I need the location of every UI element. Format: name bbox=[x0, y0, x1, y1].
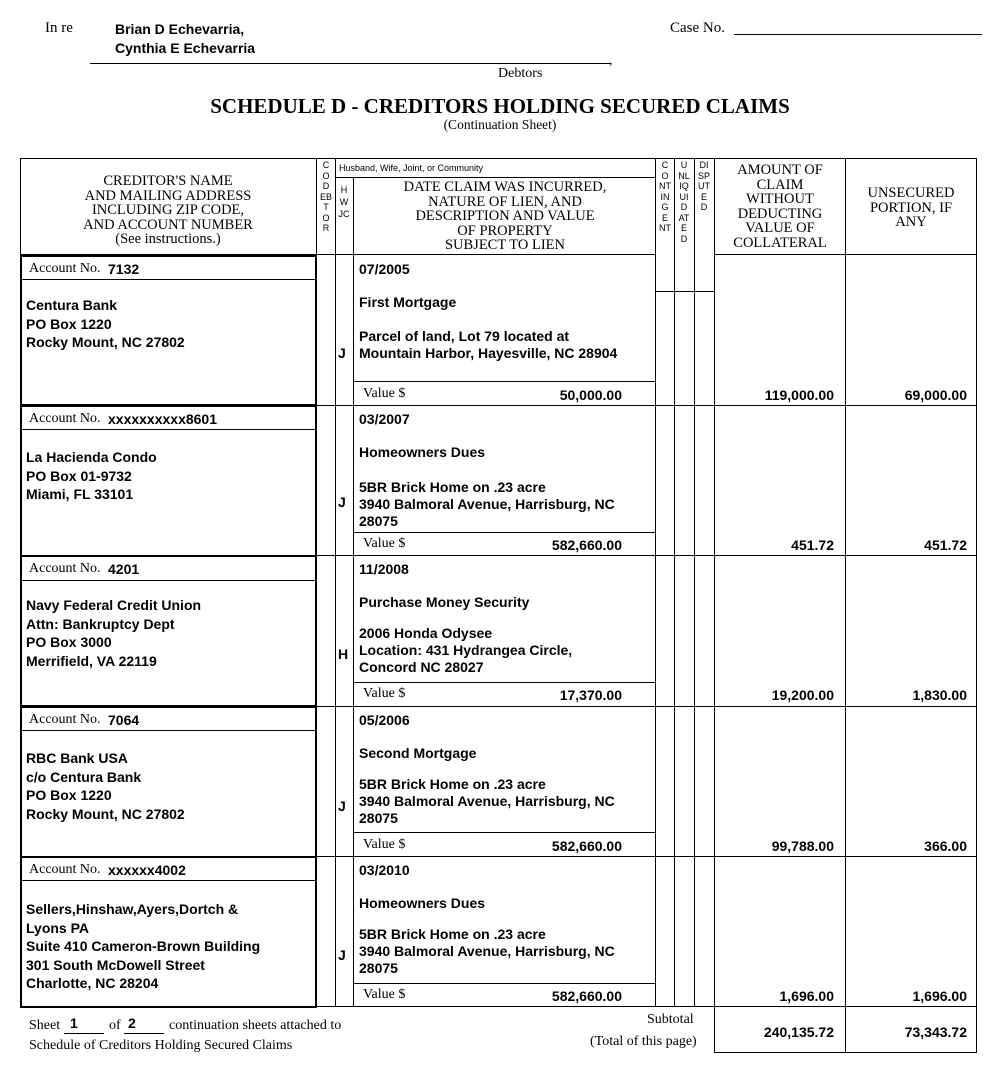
date-header-line: DESCRIPTION AND VALUE bbox=[415, 208, 595, 224]
unsecured-header-line: PORTION, IF bbox=[869, 199, 953, 216]
col-header-unliquidated: UNLIQUIDATED bbox=[678, 160, 690, 244]
account-label: Account No. bbox=[29, 261, 101, 276]
claim-amount: 451.72 bbox=[791, 537, 834, 553]
creditor-header-line: AND MAILING ADDRESS bbox=[84, 187, 252, 204]
claim-amount: 99,788.00 bbox=[771, 838, 834, 854]
col-header-creditor bbox=[22, 174, 314, 247]
col-header-unsecured bbox=[847, 186, 975, 230]
sheet-total: 2 bbox=[128, 1015, 136, 1031]
claim-date: 07/2005 bbox=[359, 261, 410, 277]
subtotal-label: Subtotal bbox=[647, 1012, 694, 1027]
value-label: Value $ bbox=[363, 686, 406, 701]
lien-nature: Second Mortgage bbox=[359, 745, 477, 761]
creditor-header-line: CREDITOR'S NAME bbox=[103, 173, 233, 189]
lien-nature: First Mortgage bbox=[359, 294, 457, 310]
lien-nature: Homeowners Dues bbox=[359, 895, 486, 911]
hwjc-value: J bbox=[338, 494, 346, 510]
creditor-header-line: (See instructions.) bbox=[115, 231, 221, 247]
claim-amount: 19,200.00 bbox=[771, 687, 834, 703]
account-label: Account No. bbox=[29, 561, 101, 576]
creditor-address: Centura Bank PO Box 1220 Rocky Mount, NC 27802 bbox=[26, 297, 185, 350]
property-value: 17,370.00 bbox=[559, 687, 622, 703]
col-header-contingent: CONTINGENT bbox=[659, 160, 671, 233]
property-description: 5BR Brick Home on .23 acre 3940 Balmoral Avenue, Harrisburg, NC 28075 bbox=[359, 926, 615, 976]
debtors-underline bbox=[90, 63, 610, 64]
case-no-label: Case No. bbox=[670, 20, 725, 36]
account-number: 7132 bbox=[108, 261, 140, 277]
property-value: 582,660.00 bbox=[551, 537, 622, 553]
sheet-number-underline bbox=[64, 1033, 104, 1034]
comma: , bbox=[609, 53, 613, 68]
col-header-hwjc: HWJC bbox=[338, 185, 350, 219]
property-value: 582,660.00 bbox=[551, 838, 622, 854]
value-label: Value $ bbox=[363, 837, 406, 852]
page-title: SCHEDULE D - CREDITORS HOLDING SECURED CLAIMS bbox=[210, 94, 790, 118]
account-number: 4201 bbox=[108, 561, 140, 577]
unsecured-amount: 1,696.00 bbox=[912, 988, 967, 1004]
debtors-label: Debtors bbox=[498, 66, 543, 81]
lien-nature: Purchase Money Security bbox=[359, 594, 530, 610]
property-description: 5BR Brick Home on .23 acre 3940 Balmoral Avenue, Harrisburg, NC 28075 bbox=[359, 776, 615, 826]
subtotal-sublabel: (Total of this page) bbox=[590, 1034, 697, 1049]
account-label: Account No. bbox=[29, 712, 101, 727]
hwjc-value: J bbox=[338, 345, 346, 361]
of-label: of bbox=[109, 1018, 121, 1033]
property-description: 5BR Brick Home on .23 acre 3940 Balmoral Avenue, Harrisburg, NC 28075 bbox=[359, 479, 615, 529]
col-header-disputed: DISPUTED bbox=[698, 160, 711, 212]
col-header-date-claim bbox=[356, 180, 654, 253]
creditor-header-line: AND ACCOUNT NUMBER bbox=[83, 216, 253, 233]
unsecured-header-line: ANY bbox=[895, 214, 927, 230]
unsecured-amount: 69,000.00 bbox=[904, 387, 967, 403]
amount-header-line: COLLATERAL bbox=[733, 234, 827, 251]
amount-header-line: WITHOUT bbox=[746, 191, 814, 207]
debtor-name-1: Brian D Echevarria, bbox=[115, 21, 245, 37]
account-number: xxxxxxxxxx8601 bbox=[108, 411, 218, 427]
account-number: xxxxxx4002 bbox=[108, 862, 186, 878]
claim-date: 05/2006 bbox=[359, 712, 410, 728]
unsecured-amount: 451.72 bbox=[924, 537, 967, 553]
col-header-codebtor: CODEBTOR bbox=[320, 160, 333, 233]
date-header-line: NATURE OF LIEN, AND bbox=[428, 193, 582, 210]
account-label: Account No. bbox=[29, 862, 101, 877]
creditor-address: Sellers,Hinshaw,Ayers,Dortch & Lyons PA Suite 410 Cameron-Brown Building 301 South McDowell Street Charlotte, NC 28204 bbox=[26, 901, 261, 991]
debtor-name-2: Cynthia E Echevarria bbox=[115, 40, 256, 56]
claim-date: 03/2010 bbox=[359, 862, 410, 878]
unsecured-header-line: UNSECURED bbox=[867, 185, 955, 201]
value-label: Value $ bbox=[363, 386, 406, 401]
account-number: 7064 bbox=[108, 712, 140, 728]
unsecured-amount: 366.00 bbox=[924, 838, 967, 854]
amount-header-line: CLAIM bbox=[756, 176, 804, 193]
creditor-address: RBC Bank USA c/o Centura Bank PO Box 1220 Rocky Mount, NC 27802 bbox=[26, 750, 185, 822]
lien-nature: Homeowners Dues bbox=[359, 444, 486, 460]
amount-header-line: VALUE OF bbox=[745, 220, 815, 236]
account-label: Account No. bbox=[29, 411, 101, 426]
property-description: Parcel of land, Lot 79 located at Mountain Harbor, Hayesville, NC 28904 bbox=[359, 328, 618, 361]
claim-amount: 1,696.00 bbox=[779, 988, 834, 1004]
col-header-amount bbox=[716, 163, 844, 250]
value-label: Value $ bbox=[363, 536, 406, 551]
hwjc-value: H bbox=[338, 646, 349, 662]
date-header-line: DATE CLAIM WAS INCURRED, bbox=[403, 179, 607, 195]
subtotal-unsecured: 73,343.72 bbox=[904, 1024, 967, 1040]
hwjc-value: J bbox=[338, 798, 346, 814]
sheet-label: Sheet bbox=[29, 1018, 61, 1033]
claim-date: 03/2007 bbox=[359, 411, 410, 427]
property-description: 2006 Honda Odysee Location: 431 Hydrangea Circle, Concord NC 28027 bbox=[359, 625, 573, 675]
hwjc-value: J bbox=[338, 947, 346, 963]
claim-amount: 119,000.00 bbox=[764, 387, 834, 403]
subtotal-amount: 240,135.72 bbox=[763, 1024, 834, 1040]
property-value: 50,000.00 bbox=[559, 387, 622, 403]
date-header-line: SUBJECT TO LIEN bbox=[444, 237, 566, 253]
sheet-total-underline bbox=[124, 1033, 164, 1034]
schedule-text: Schedule of Creditors Holding Secured Claims bbox=[29, 1038, 293, 1053]
unsecured-amount: 1,830.00 bbox=[912, 687, 967, 703]
claim-date: 11/2008 bbox=[359, 561, 409, 577]
value-label: Value $ bbox=[363, 987, 406, 1002]
case-no-field[interactable] bbox=[734, 34, 982, 35]
amount-header-line: AMOUNT OF bbox=[737, 162, 823, 178]
continuation-text: continuation sheets attached to bbox=[169, 1018, 342, 1033]
creditor-address: Navy Federal Credit Union Attn: Bankruptcy Dept PO Box 3000 Merrifield, VA 22119 bbox=[26, 597, 202, 669]
creditor-header-line: INCLUDING ZIP CODE, bbox=[91, 202, 245, 218]
amount-header-line: DEDUCTING bbox=[737, 205, 823, 222]
in-re-label: In re bbox=[45, 20, 73, 36]
page-subtitle: (Continuation Sheet) bbox=[443, 117, 557, 132]
date-header-line: OF PROPERTY bbox=[457, 222, 553, 239]
property-value: 582,660.00 bbox=[551, 988, 622, 1004]
creditor-address: La Hacienda Condo PO Box 01-9732 Miami, FL 33101 bbox=[26, 449, 157, 502]
sheet-number: 1 bbox=[70, 1015, 78, 1031]
col-header-hwjc-label: Husband, Wife, Joint, or Community bbox=[339, 163, 484, 173]
